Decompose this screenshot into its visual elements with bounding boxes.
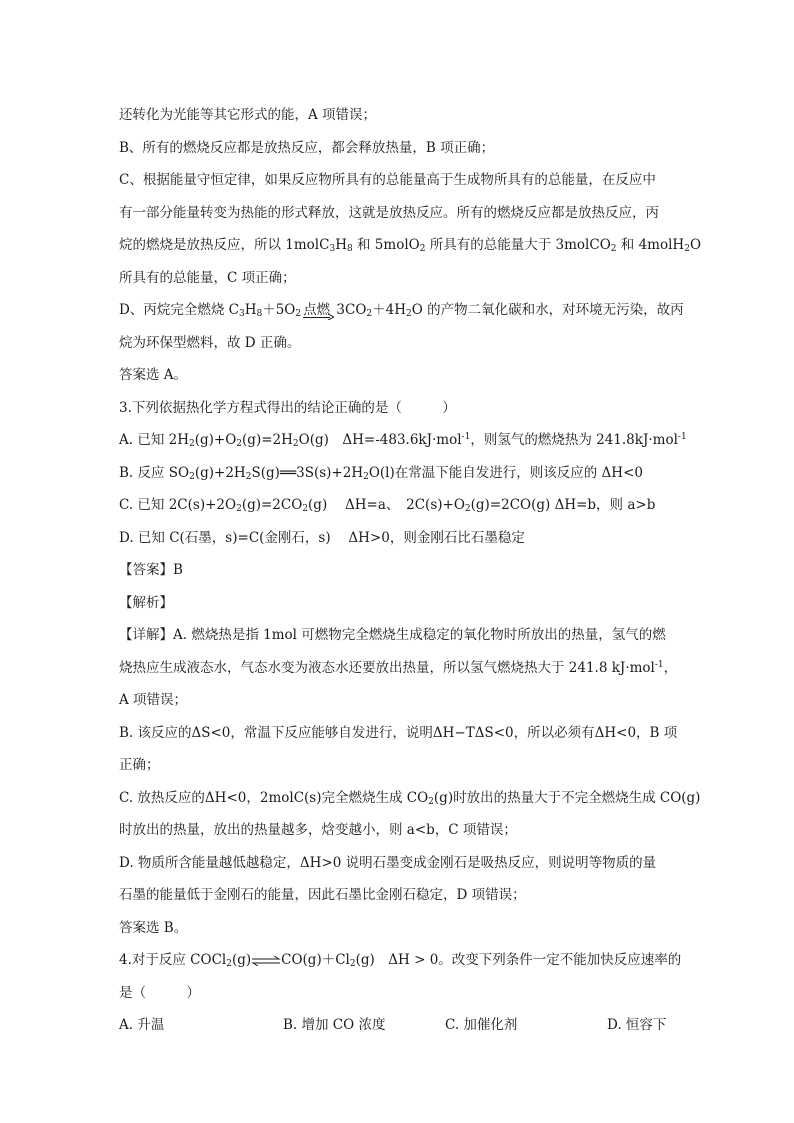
text-line: 答案选 B。 [119, 919, 188, 936]
option-d: D. 恒容下 [607, 1017, 667, 1033]
question-title: 4.对于反应 COCl$_2$(g) $CO(g)+Cl_2(g)$ ΔH > 0。改变下列条件一定不能加快反应速率的 [119, 952, 682, 969]
text-line: 还转化为光能等其它形式的能，A 项错误； [119, 107, 377, 123]
option-a: A. 已知 $2H_2(g)+O_2(g)=2H_2O(g)$ ΔH=-483.6kJ·mol$^{-1}$，则氢气的燃烧热为 241.8kJ·mol$^{-1}$ [119, 432, 687, 449]
option-c: C. 加催化剂 [445, 1017, 518, 1033]
text-line: 石墨的能量低于金刚石的能量，因此石墨比金刚石稳定，D 项错误； [119, 887, 526, 903]
question-title: 3.下列依据热化学方程式得出的结论正确的是（ ） [119, 399, 456, 416]
text-line: C. 放热反应的ΔH<0，2molC(s)完全燃烧生成 $CO_2(g)$时放出的热量大于不完全燃烧生成 CO(g) [119, 789, 701, 807]
option-d: D. 已知 C(石墨，s)=C(金刚石，s) ΔH>0，则金刚石比石墨稳定 [119, 529, 525, 546]
text-line: 是（ ） [119, 984, 200, 1001]
text-line: 所具有的总能量，C 项正确； [119, 269, 296, 286]
option-b: B. 增加 CO 浓度 [283, 1017, 386, 1033]
text-line: 时放出的热量，放出的热量越多，焓变越小，则 a<b，C 项错误； [119, 822, 517, 838]
options-row [119, 1009, 679, 1042]
document-body [119, 99, 702, 1042]
option-b: B. 反应 $SO_2(g)+2H_2S(g)══3S(s)+2H_2O(l)$在常温下能自发进行，则该反应的 ΔH<0 [119, 464, 643, 482]
text-line: 【详解】A. 燃烧热是指 1mol 可燃物完全燃烧生成稳定的氧化物时所放出的热量，氢气的燃 [119, 627, 666, 643]
reaction-condition: 点燃 [301, 294, 332, 327]
text-line: 有一部分能量转变为热能的形式释放，这就是放热反应。所有的燃烧反应都是放热反应，丙 [119, 204, 659, 221]
equilibrium-arrow-icon [251, 956, 281, 966]
option-c: C. 已知 $2C(s)+2O_2(g)=2CO_2(g)$ ΔH=a、 $2C(s)+O_2(g)=2CO(g)$ ΔH=b，则 a>b [119, 497, 656, 514]
text-line: B、所有的燃烧反应都是放热反应，都会释放热量，B 项正确； [119, 139, 495, 156]
text-line: 烧热应生成液态水，气态水变为液态水还要放出热量，所以氢气燃烧热大于 241.8 kJ·mol$^{-1}$， [119, 659, 678, 676]
text-line: 烷为环保型燃料，故 D 正确。 [119, 334, 301, 351]
text-line: 烷的燃烧是放热反应，所以 $1molC_3H_8$ 和 5molO$_2$ 所具有的总能量大于 3molCO$_2$ 和 4molH$_2$O [119, 237, 702, 254]
text-line: 正确； [119, 757, 160, 773]
text-line: A 项错误； [119, 692, 188, 708]
option-a: A. 升温 [119, 1017, 165, 1033]
arrow-icon [328, 314, 334, 320]
text-line: D. 物质所含能量越低越稳定，ΔH>0 说明石墨变成金刚石是吸热反应，则说明等物质的量 [119, 854, 657, 871]
text-line: D、丙烷完全燃烧 $C_3H_8+5O_2$ 点燃 $3CO_2+4H_2O$ 的产物二氧化碳和水，对环境无污染，故丙 [119, 294, 679, 327]
text-line: 答案选 A。 [119, 367, 188, 383]
text-line: B. 该反应的ΔS<0，常温下反应能够自发进行，说明ΔH−TΔS<0，所以必须有ΔH<0，B 项 [119, 724, 678, 741]
answer-label: 【答案】B [119, 562, 183, 578]
text-line: C、根据能量守恒定律，如果反应物所具有的总能量高于生成物所具有的总能量，在反应中 [119, 172, 656, 188]
analysis-label: 【解析】 [119, 594, 173, 611]
